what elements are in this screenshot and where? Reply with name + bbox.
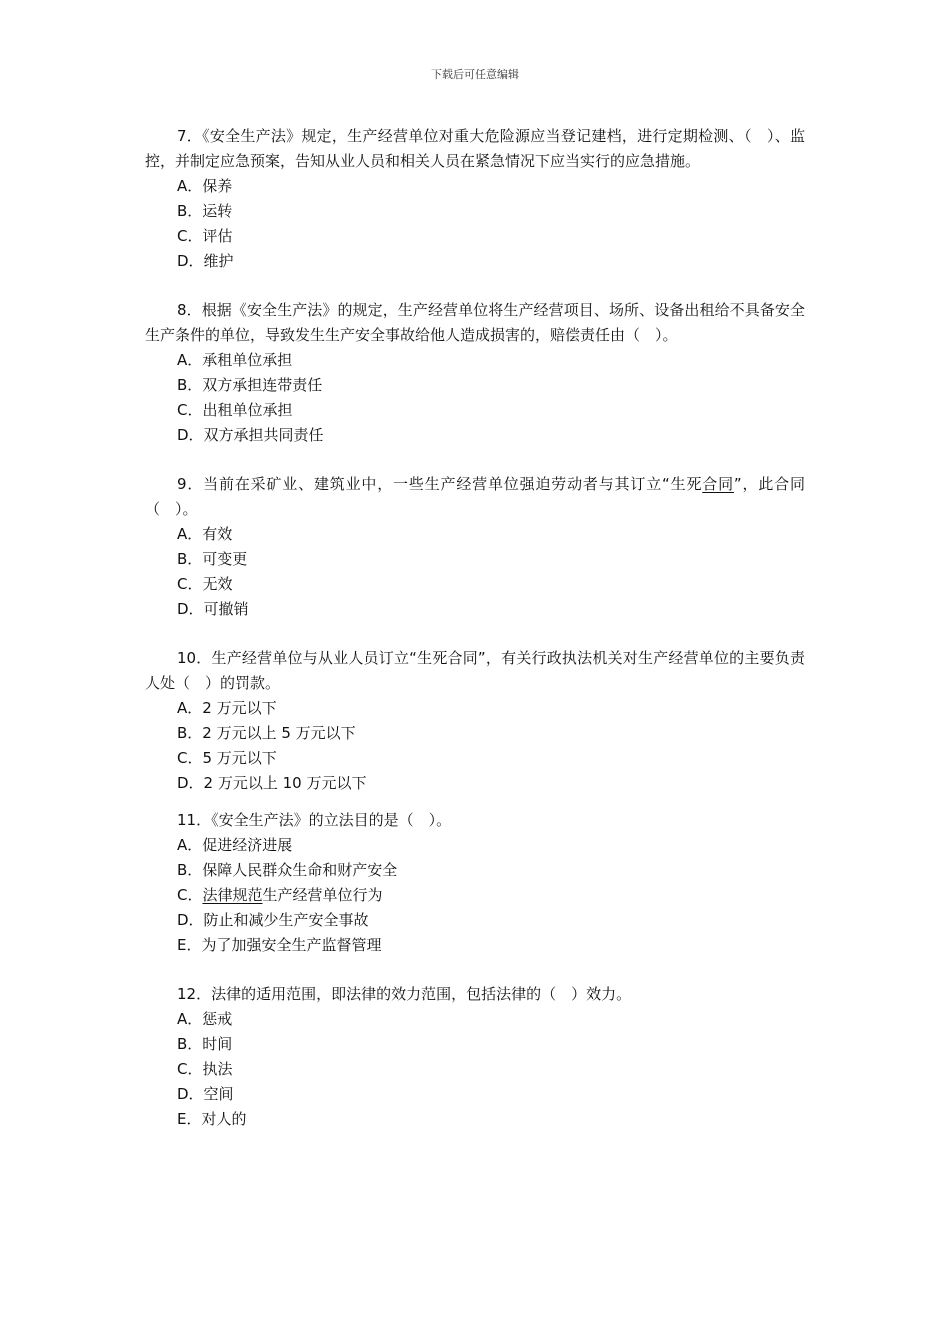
option-c: C．5 万元以下 <box>177 749 277 767</box>
question-stem <box>145 472 805 522</box>
option-d: D．防止和减少生产安全事故 <box>177 911 369 929</box>
document-body <box>145 124 805 1156</box>
option-b: B．保障人民群众生命和财产安全 <box>177 861 398 879</box>
option-text: 生产经营单位行为 <box>262 886 383 904</box>
question-8 <box>145 298 805 448</box>
question-12 <box>145 982 805 1132</box>
option-b: B．运转 <box>177 202 233 220</box>
question-9 <box>145 472 805 622</box>
option-d: D．空间 <box>177 1085 234 1103</box>
option-e: E．对人的 <box>177 1110 247 1128</box>
stem-text: ”，此合同（ ）。 <box>145 475 805 518</box>
question-stem: 8．根据《安全生产法》的规定，生产经营单位将生产经营项目、场所、设备出租给不具备安全生产条件的单位，导致发生生产安全事故给他人造成损害的，赔偿责任由（ ）。 <box>145 301 805 344</box>
option-d: D．双方承担共同责任 <box>177 426 324 444</box>
option-e: E．为了加强安全生产监督管理 <box>177 936 382 954</box>
underlined-text: 合同 <box>702 475 734 493</box>
stem-text: 9．当前在采矿业、建筑业中，一些生产经营单位强迫劳动者与其订立“生死 <box>177 475 703 493</box>
option-b: B．时间 <box>177 1035 233 1053</box>
question-stem: 11．《安全生产法》的立法目的是（ ）。 <box>177 811 452 829</box>
option-d: D．维护 <box>177 252 234 270</box>
option-b: B．可变更 <box>177 550 248 568</box>
option-a: A．促进经济进展 <box>177 836 293 854</box>
underlined-text: 法律规范 <box>202 886 263 904</box>
option-c: C．无效 <box>177 575 233 593</box>
option-a: A．保养 <box>177 177 233 195</box>
page-header: 下载后可任意编辑 <box>431 68 519 81</box>
option-c: C．出租单位承担 <box>177 401 293 419</box>
question-10 <box>145 646 805 796</box>
option-c: C．评估 <box>177 227 233 245</box>
option-a: A．有效 <box>177 525 233 543</box>
question-stem: 12．法律的适用范围，即法律的效力范围，包括法律的（ ）效力。 <box>177 985 632 1003</box>
option-a: A．惩戒 <box>177 1010 233 1028</box>
question-11 <box>145 808 805 958</box>
option-c <box>145 883 805 908</box>
option-d: D．可撤销 <box>177 600 249 618</box>
question-7 <box>145 124 805 274</box>
option-a: A．承租单位承担 <box>177 351 293 369</box>
option-c: C．执法 <box>177 1060 233 1078</box>
option-d: D．2 万元以上 10 万元以下 <box>177 774 367 792</box>
option-prefix: C． <box>177 886 203 904</box>
option-b: B．双方承担连带责任 <box>177 376 323 394</box>
option-b: B．2 万元以上 5 万元以下 <box>177 724 356 742</box>
question-stem: 7．《安全生产法》规定，生产经营单位对重大危险源应当登记建档，进行定期检测、（ ）、监控，并制定应急预案，告知从业人员和相关人员在紧急情况下应当实行的应急措施。 <box>145 127 805 170</box>
question-stem: 10．生产经营单位与从业人员订立“生死合同”，有关行政执法机关对生产经营单位的主要负责人处（ ）的罚款。 <box>145 649 805 692</box>
option-a: A．2 万元以下 <box>177 699 277 717</box>
